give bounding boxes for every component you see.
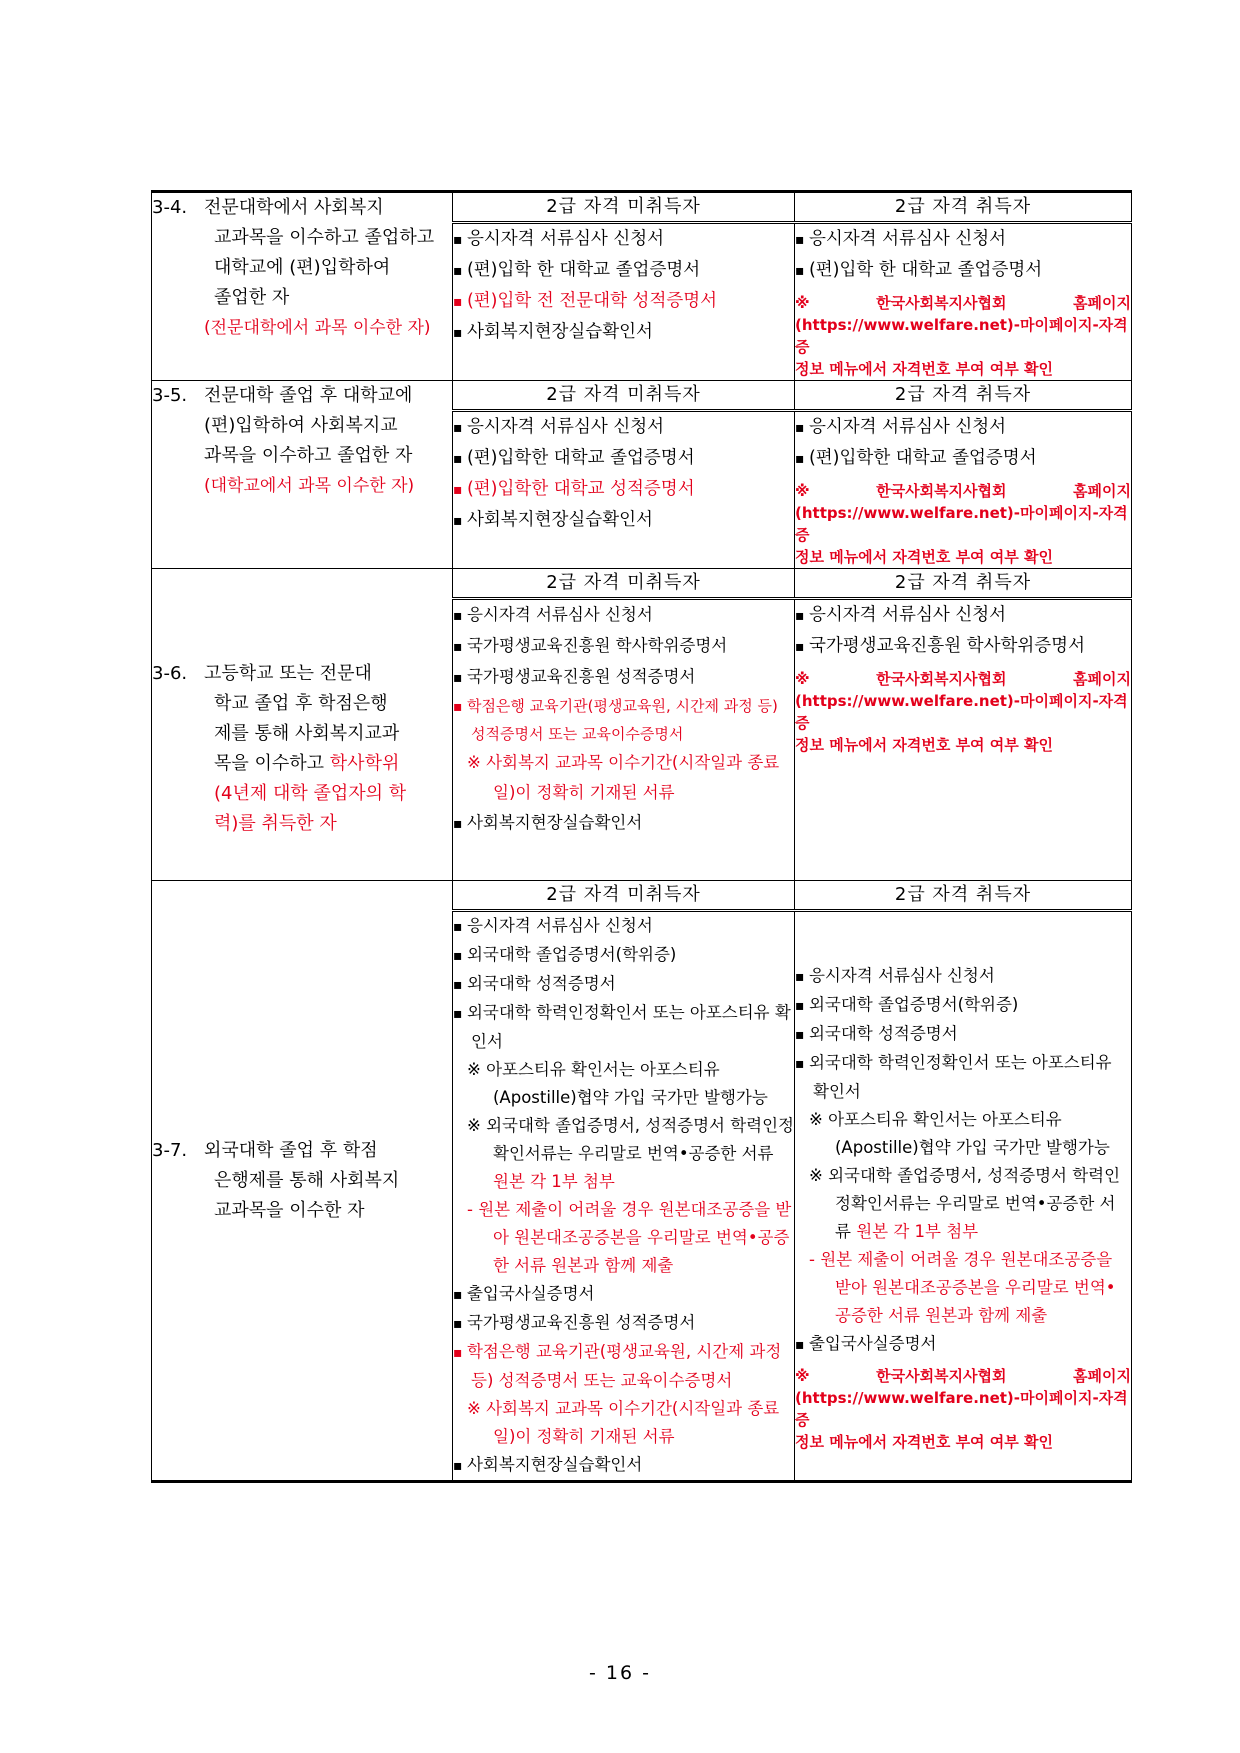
docs-acquired-3-5: ▪ 응시자격 서류심사 신청서 ▪ (편)입학한 대학교 졸업증명서 ※ 한국사회복지사협회 홈페이지 (https://www.welfare.net)-마이페이지-자격증 정보 메뉴에서 자격번호 부여 여부 확인 [795,411,1132,569]
condition-3-7: 3-7. 외국대학 졸업 후 학점 은행제를 통해 사회복지 교과목을 이수한 자 [152,881,453,1482]
page-number: - 16 - [589,1662,651,1684]
ref-note: ※ 한국사회복지사협회 홈페이지 (https://www.welfare.net)-마이페이지-자격증 정보 메뉴에서 자격번호 부여 여부 확인 [795,294,1131,378]
docs-acquired-3-4: ▪ 응시자격 서류심사 신청서 ▪ (편)입학 한 대학교 졸업증명서 ※ 한국사회복지사협회 홈페이지 (https://www.welfare.net)-마이페이지-자격증 정보 메뉴에서 자격번호 부여 여부 확인 [795,223,1132,381]
condition-note: (전문대학에서 과목 이수한 자) [204,318,431,338]
docs-not-acquired-3-5: ▪ 응시자격 서류심사 신청서 ▪ (편)입학한 대학교 졸업증명서 ▪ (편)입학한 대학교 성적증명서 ▪ 사회복지현장실습확인서 [453,411,795,569]
header-not-acquired: 2급 자격 미취득자 [453,192,795,223]
condition-number: 3-4. [152,197,188,218]
condition-3-5: 3-5. 전문대학 졸업 후 대학교에 (편)입학하여 사회복지교 과목을 이수하고 졸업한 자 (대학교에서 과목 이수한 자) [152,381,453,569]
docs-acquired-3-7: ▪ 응시자격 서류심사 신청서 ▪ 외국대학 졸업증명서(학위증) ▪ 외국대학 성적증명서 ▪ 외국대학 학력인정확인서 또는 아포스티유 확인서 ※ 아포스티유 확인서는 아포스티유(Apostille)협약 가입 국가만 발행가능 ※ 외국대학 졸업증명서, 성적증명서 학력인정확인서류는 우리말로 번역•공증한 서류 원본 각 1부 첨부 - 원본 제출이 어려울 경우 원본대조공증을 받아 원본대조공증본을 우리말로 번역•공증한 서류 원본과 함께 제출 ▪ 출입국사실증명서 ※ 한국사회복지사협회 홈페이지 (https://www.welfare.net)-마이페이지-자격증 정보 메뉴에서 자격번호 부여 여부 확인 [795,911,1132,1482]
header-acquired: 2급 자격 취득자 [795,192,1132,223]
condition-3-6: 3-6. 고등학교 또는 전문대 학교 졸업 후 학점은행 제를 통해 사회복지교과 목을 이수하고 학사학위 (4년제 대학 졸업자의 학 력)를 취득한 자 [152,569,453,881]
docs-acquired-3-6: ▪ 응시자격 서류심사 신청서 ▪ 국가평생교육진흥원 학사학위증명서 ※ 한국사회복지사협회 홈페이지 (https://www.welfare.net)-마이페이지-자격증 정보 메뉴에서 자격번호 부여 여부 확인 [795,599,1132,881]
docs-not-acquired-3-6: ▪ 응시자격 서류심사 신청서 ▪ 국가평생교육진흥원 학사학위증명서 ▪ 국가평생교육진흥원 성적증명서 ▪ 학점은행 교육기관(평생교육원, 시간제 과정 등) 성적증명서 또는 교육이수증명서 ※ 사회복지 교과목 이수기간(시작일과 종료일)이 정확히 기재된 서류 ▪ 사회복지현장실습확인서 [453,599,795,881]
condition-3-4: 3-4. 전문대학에서 사회복지 교과목을 이수하고 졸업하고 대학교에 (편)입학하여 졸업한 자 (전문대학에서 과목 이수한 자) [152,192,453,381]
docs-not-acquired-3-7: ▪ 응시자격 서류심사 신청서 ▪ 외국대학 졸업증명서(학위증) ▪ 외국대학 성적증명서 ▪ 외국대학 학력인정확인서 또는 아포스티유 확인서 ※ 아포스티유 확인서는 아포스티유(Apostille)협약 가입 국가만 발행가능 ※ 외국대학 졸업증명서, 성적증명서 학력인정확인서류는 우리말로 번역•공증한 서류 원본 각 1부 첨부 - 원본 제출이 어려울 경우 원본대조공증을 받아 원본대조공증본을 우리말로 번역•공증한 서류 원본과 함께 제출 ▪ 출입국사실증명서 ▪ 국가평생교육진흥원 성적증명서 ▪ 학점은행 교육기관(평생교육원, 시간제 과정 등) 성적증명서 또는 교육이수증명서 ※ 사회복지 교과목 이수기간(시작일과 종료일)이 정확히 기재된 서류 ▪ 사회복지현장실습확인서 [453,911,795,1482]
docs-not-acquired-3-4: ▪ 응시자격 서류심사 신청서 ▪ (편)입학 한 대학교 졸업증명서 ▪ (편)입학 전 전문대학 성적증명서 ▪ 사회복지현장실습확인서 [453,223,795,381]
requirements-table: 3-4. 전문대학에서 사회복지 교과목을 이수하고 졸업하고 대학교에 (편)입학하여 졸업한 자 (전문대학에서 과목 이수한 자) 2급 자격 미취득자 2급 자격 취득자 ▪ 응시자격 서류심사 신청서 ▪ (편)입학 한 대학교 졸업증명서 ▪ (편)입학 전 전문대학 성적증명서 ▪ 사회복지현장실습확인서 ▪ 응시자격 서류심사 신청서 ▪ (편)입학 한 대학교 졸업증명서 ※ 한국사회복지사협회 홈페이지 (https://www.welfare.net)-마이페이지-자격증 정보 메뉴에서 자격번호 부여 여부 확인 3-5. 전문대학 졸업 후 대학교에 (편)입학하여 사회복지교 과목을 이수하고 졸업한 자 (대학교에서 과목 이수한 자) 2급 자격 미취득자 2급 자격 취득자 ▪ 응시자격 서류심사 신청서 ▪ (편)입학한 대학교 졸업증명서 ▪ (편)입학한 대학교 성적증명서 ▪ 사회복지현장실습확인서 ▪ 응시자격 서류심사 신청서 ▪ (편)입학한 대학교 졸업증명서 ※ 한국사회복지사협회 홈페이지 (https://www.welfare.net)-마이페이지-자격증 정보 메뉴에서 자격번호 부여 여부 확인 3-6. 고등학교 또는 전문대 학교 졸업 후 학점은행 제를 통해 사회복지교과 목을 이수하고 학사학위 (4년제 대학 졸업자의 학 력)를 취득한 자 2급 자격 미취득자 2급 자격 취득자 ▪ 응시자격 서류심사 신청서 ▪ 국가평생교육진흥원 학사학위증명서 ▪ 국가평생교육진흥원 성적증명서 ▪ 학점은행 교육기관(평생교육원, 시간제 과정 등) 성적증명서 또는 교육이수증명서 ※ 사회복지 교과목 이수기간(시작일과 종료일)이 정확히 기재된 서류 ▪ 사회복지현장실습확인서 ▪ 응시자격 서류심사 신청서 ▪ 국가평생교육진흥원 학사학위증명서 ※ 한국사회복지사협회 홈페이지 (https://www.welfare.net)-마이페이지-자격증 정보 메뉴에서 자격번호 부여 여부 확인 3-7. 외국대학 졸업 후 학점 은행제를 통해 사회복지 교과목을 이수한 자 2급 자격 미취득자 2급 자격 취득자 ▪ 응시자격 서류심사 신청서 ▪ 외국대학 졸업증명서(학위증) ▪ 외국대학 성적증명서 ▪ 외국대학 학력인정확인서 또는 아포스티유 확인서 ※ 아포스티유 확인서는 아포스티유(Apostille)협약 가입 국가만 발행가능 ※ 외국대학 졸업증명서, 성적증명서 학력인정확인서류는 우리말로 번역•공증한 서류 원본 각 1부 첨부 - 원본 제출이 어려울 경우 원본대조공증을 받아 원본대조공증본을 우리말로 번역•공증한 서류 원본과 함께 제출 ▪ 출입국사실증명서 ▪ 국가평생교육진흥원 성적증명서 ▪ 학점은행 교육기관(평생교육원, 시간제 과정 등) 성적증명서 또는 교육이수증명서 ※ 사회복지 교과목 이수기간(시작일과 종료일)이 정확히 기재된 서류 ▪ 사회복지현장실습확인서 ▪ 응시자격 서류심사 신청서 ▪ 외국대학 졸업증명서(학위증) ▪ 외국대학 성적증명서 ▪ 외국대학 학력인정확인서 또는 아포스티유 확인서 ※ 아포스티유 확인서는 아포스티유(Apostille)협약 가입 국가만 발행가능 ※ 외국대학 졸업증명서, 성적증명서 학력인정확인서류는 우리말로 번역•공증한 서류 원본 각 1부 첨부 - 원본 제출이 어려울 경우 원본대조공증을 받아 원본대조공증본을 우리말로 번역•공증한 서류 원본과 함께 제출 ▪ 출입국사실증명서 ※ 한국사회복지사협회 홈페이지 (https://www.welfare.net)-마이페이지-자격증 정보 메뉴에서 자격번호 부여 여부 확인 [151,190,1132,1483]
